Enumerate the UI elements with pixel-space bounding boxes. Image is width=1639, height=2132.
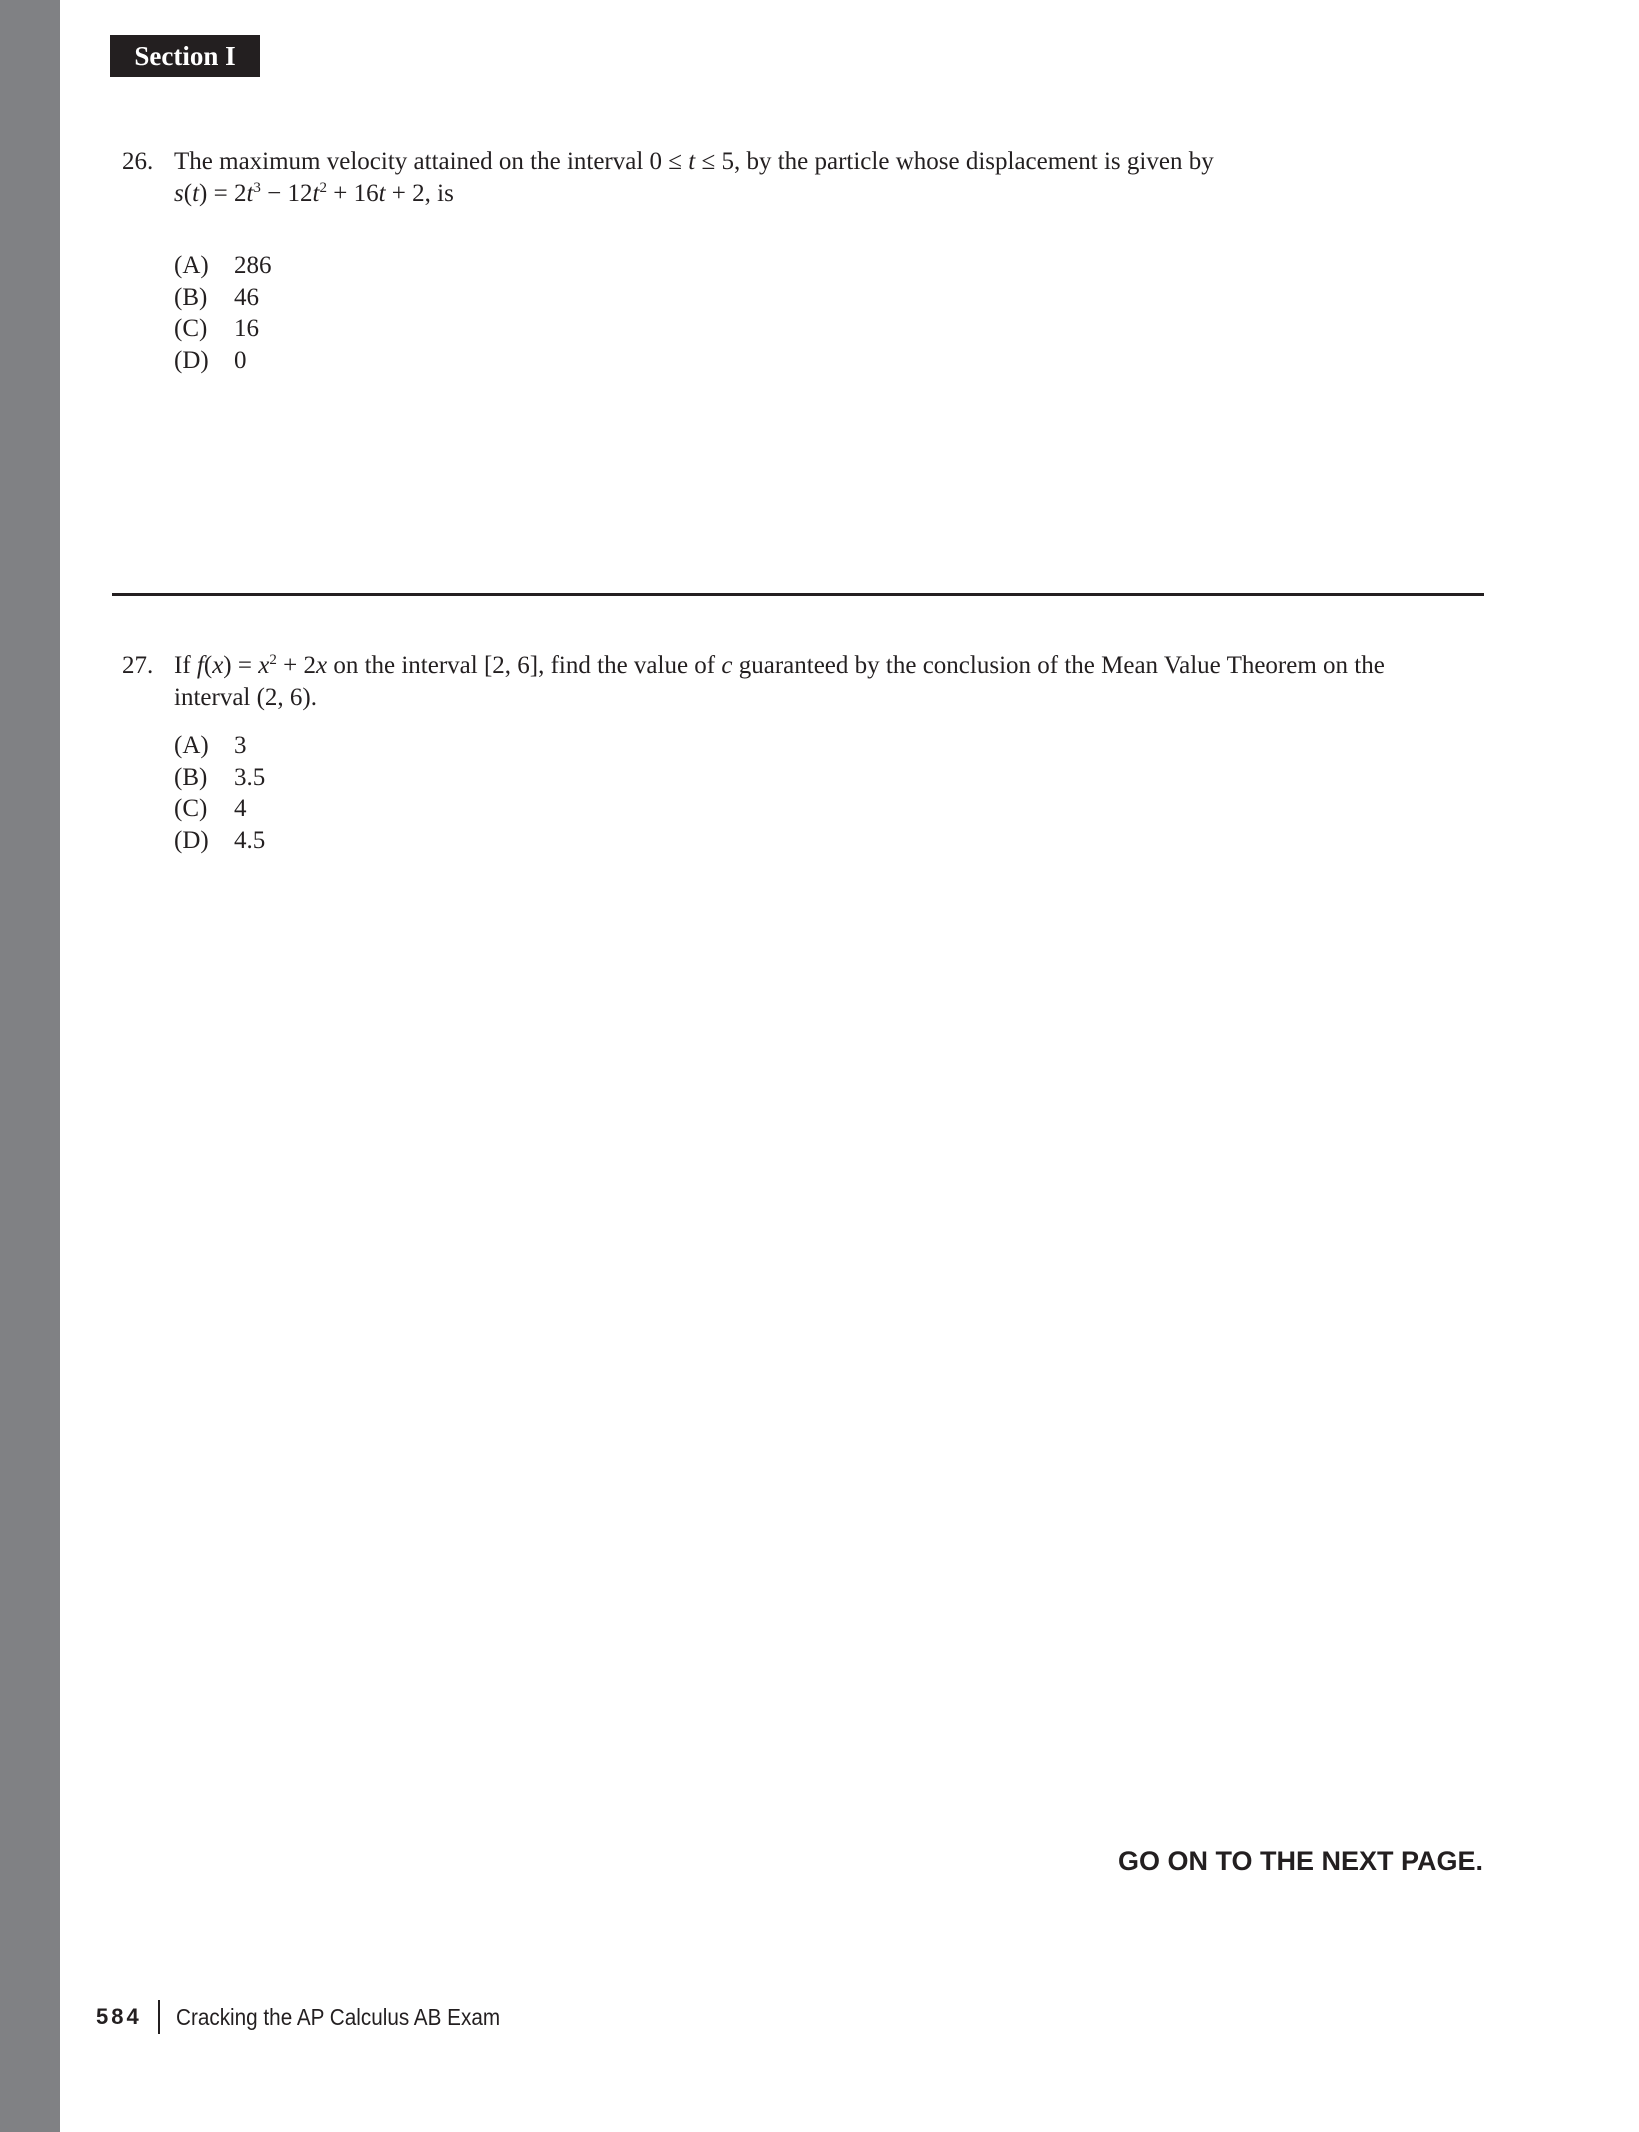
question-stem-line-2: interval (2, 6). <box>174 684 318 711</box>
choice-label: (D) <box>174 826 209 854</box>
footer-divider <box>158 2000 160 2034</box>
choice-value: 3 <box>234 732 247 759</box>
question-stem-line-1: If $f(x) = x^2 + 2x$ on the interval [2, 6], find the value of c guaranteed by the conclusion of the Mean Value Theorem on the <box>174 652 1385 679</box>
choice-label: (D) <box>174 346 209 374</box>
go-to-next-page-notice: GO ON TO THE NEXT PAGE. <box>1117 1846 1483 1876</box>
question-number: 26. <box>122 148 154 175</box>
page-footer <box>96 2000 536 2034</box>
choice-value: 4 <box>234 795 247 822</box>
choice-value: 3.5 <box>234 763 266 791</box>
answer-choice-c[interactable] <box>174 793 1462 825</box>
choice-value: 286 <box>234 252 272 279</box>
answer-choices <box>174 730 1462 856</box>
choice-value: 46 <box>234 283 259 311</box>
question-stem-line-2: $s(t) = 2t^3 - 12t^2 + 16t + 2$, is <box>174 180 454 207</box>
choice-label: (B) <box>174 763 208 791</box>
question-stem <box>174 146 1462 210</box>
question-divider <box>112 593 1484 596</box>
question-stem-line-1: The maximum velocity attained on the interval 0 ≤ t ≤ 5, by the particle whose displacement is given by <box>174 148 1214 175</box>
answer-choice-d[interactable] <box>174 825 1462 857</box>
choice-label: (A) <box>174 252 209 279</box>
choice-value: 4.5 <box>234 826 266 854</box>
answer-choice-c[interactable] <box>174 313 1462 345</box>
answer-choice-a[interactable] <box>174 250 1462 282</box>
book-title: Cracking the AP Calculus AB Exam <box>175 2003 500 2030</box>
choice-value: 0 <box>234 346 247 374</box>
side-margin-bar <box>0 0 60 2132</box>
choice-label: (A) <box>174 732 209 759</box>
answer-choice-b[interactable] <box>174 282 1462 314</box>
choice-label: (C) <box>174 795 208 822</box>
choice-value: 16 <box>234 315 259 342</box>
choice-label: (B) <box>174 283 208 311</box>
answer-choice-b[interactable] <box>174 762 1462 794</box>
question-stem <box>174 650 1462 714</box>
answer-choices <box>174 250 1462 376</box>
question-27 <box>122 650 1462 856</box>
question-26 <box>122 146 1462 376</box>
page-number: 584 <box>96 2004 142 2029</box>
question-number: 27. <box>122 652 154 679</box>
answer-choice-d[interactable] <box>174 345 1462 377</box>
answer-choice-a[interactable] <box>174 730 1462 762</box>
section-tag: Section I <box>110 35 260 77</box>
choice-label: (C) <box>174 315 208 342</box>
